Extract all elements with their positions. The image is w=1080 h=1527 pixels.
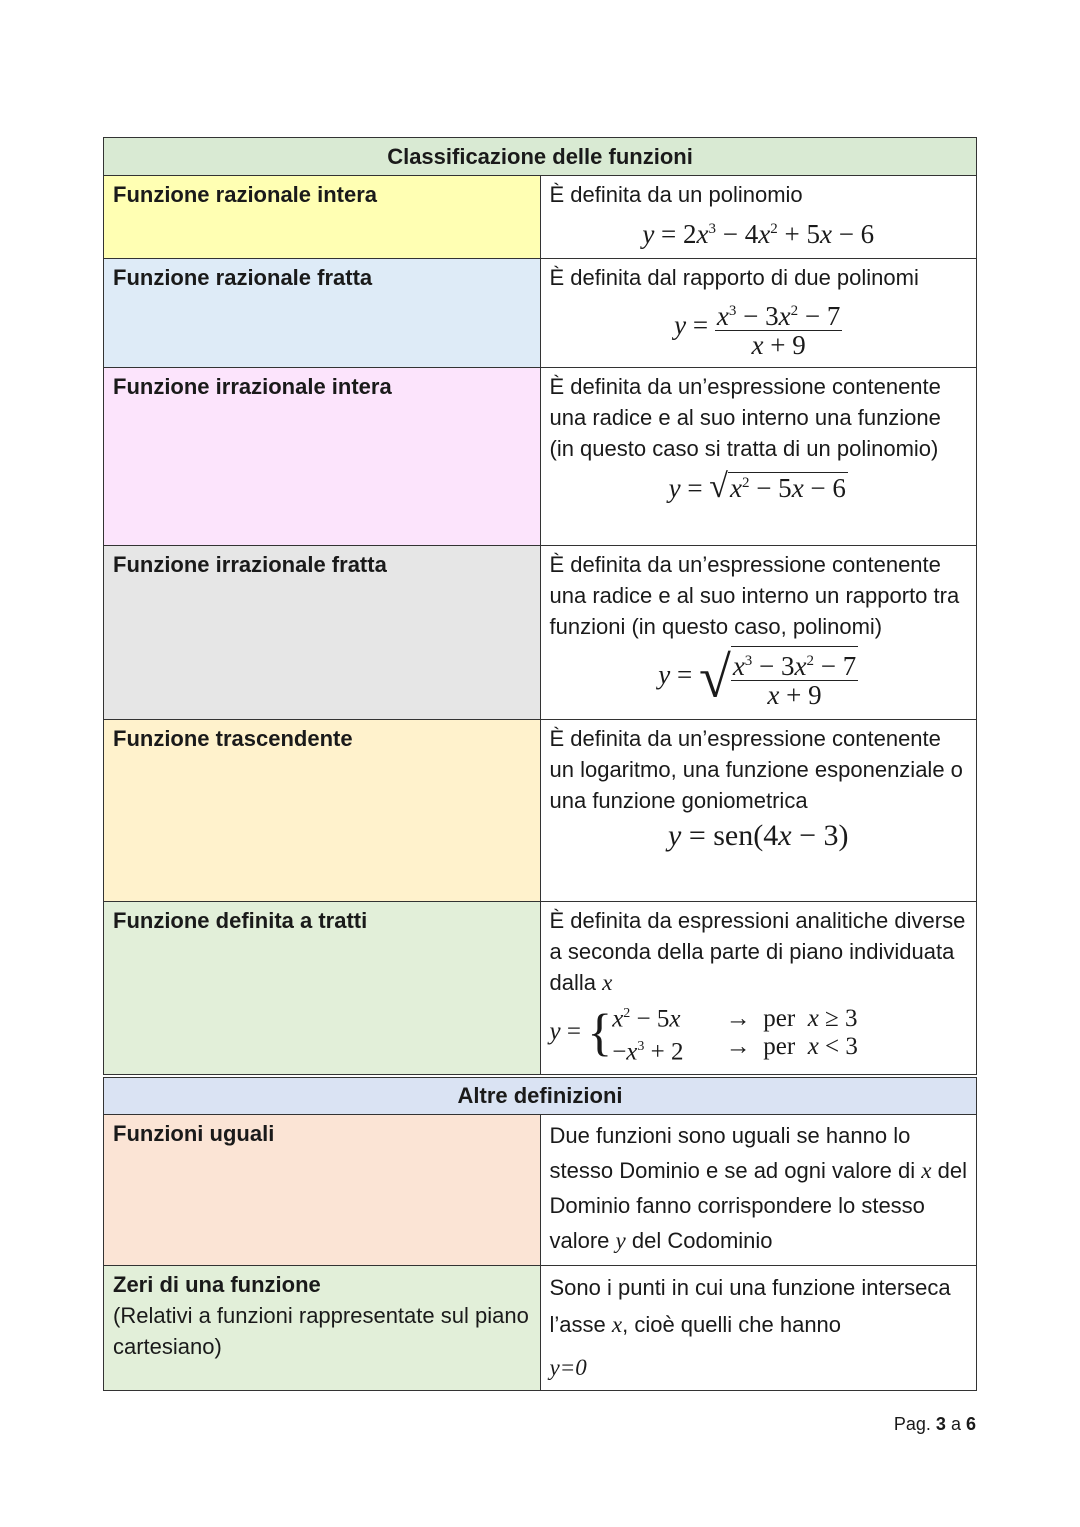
row-description [540, 176, 977, 259]
row-label [104, 1266, 541, 1391]
other-definitions-table [103, 1077, 977, 1391]
row-description [540, 368, 977, 546]
table-row [104, 1115, 977, 1266]
table-row [104, 176, 977, 259]
page-number: Pag. 3 a 6 [893, 1414, 976, 1434]
row-description: Sono i punti in cui una funzione interseca l’asse x, cioè quelli che hanno y=0 [540, 1266, 977, 1391]
table-title: Altre definizioni [104, 1078, 977, 1115]
description-text: È definita dal rapporto di due polinomi [549, 265, 919, 290]
formula-piecewise: $y = \{x^2 - 5x$ $-x^3 + 2$ → per x ≥ 3 → per x < 3 [549, 1004, 858, 1066]
description-text: È definita da un’espressione contenente una radice e al suo interno un rapporto tra funzioni (in questo caso, polinomi) [549, 552, 960, 639]
table-row [104, 720, 977, 902]
description-text: È definita da un’espressione contenente una radice e al suo interno una funzione (in questo caso si tratta di un polinomio) [549, 374, 941, 461]
formula-irrational: $y = √x^2 - 5x - 6$ [668, 468, 846, 505]
row-label: Funzioni uguali [104, 1115, 541, 1266]
row-description [540, 902, 977, 1075]
row-description [540, 259, 977, 368]
row-description: Due funzioni sono uguali se hanno lo stesso Dominio e se ad ogni valore di x del Dominio fanno corrispondere lo stesso valore y del Codominio [540, 1115, 977, 1266]
description-text: È definita da un’espressione contenente un logaritmo, una funzione esponenziale o una funzione goniometrica [549, 726, 963, 813]
row-label-note: (Relativi a funzioni rappresentate sul piano cartesiano) [113, 1303, 529, 1359]
formula-polynomial: $y = 2x^3 - 4x^2 + 5x - 6$ [642, 219, 875, 249]
table-row [104, 1266, 977, 1391]
row-label: Funzione irrazionale intera [104, 368, 541, 546]
table-row [104, 368, 977, 546]
row-label: Funzione definita a tratti [104, 902, 541, 1075]
classification-table [103, 137, 977, 1075]
row-label: Funzione trascendente [104, 720, 541, 902]
row-description [540, 720, 977, 902]
description-text: È definita da un polinomio [549, 182, 803, 207]
row-label: Funzione razionale fratta [104, 259, 541, 368]
formula-transcendent: y = sen(4x − 3) [668, 819, 849, 852]
row-label-title: Zeri di una funzione [113, 1272, 321, 1297]
table-row [104, 259, 977, 368]
table-title: Classificazione delle funzioni [104, 138, 977, 176]
description-text: È definita da espressioni analitiche diverse a seconda della parte di piano individuata dalla x [549, 908, 966, 995]
zero-condition: y=0 [549, 1355, 587, 1380]
row-label: Funzione razionale intera [104, 176, 541, 259]
table-row [104, 546, 977, 720]
formula-rational-fraction: y = $\frac{x^3 - 3x^2 - 7}{x + 9}$ [550, 297, 968, 359]
row-label: Funzione irrazionale fratta [104, 546, 541, 720]
formula-irrational-fraction: y = √ $\frac{x^3 - 3x^2 - 7}{x + 9}$ [658, 644, 857, 710]
row-description [540, 546, 977, 720]
table-row [104, 902, 977, 1075]
